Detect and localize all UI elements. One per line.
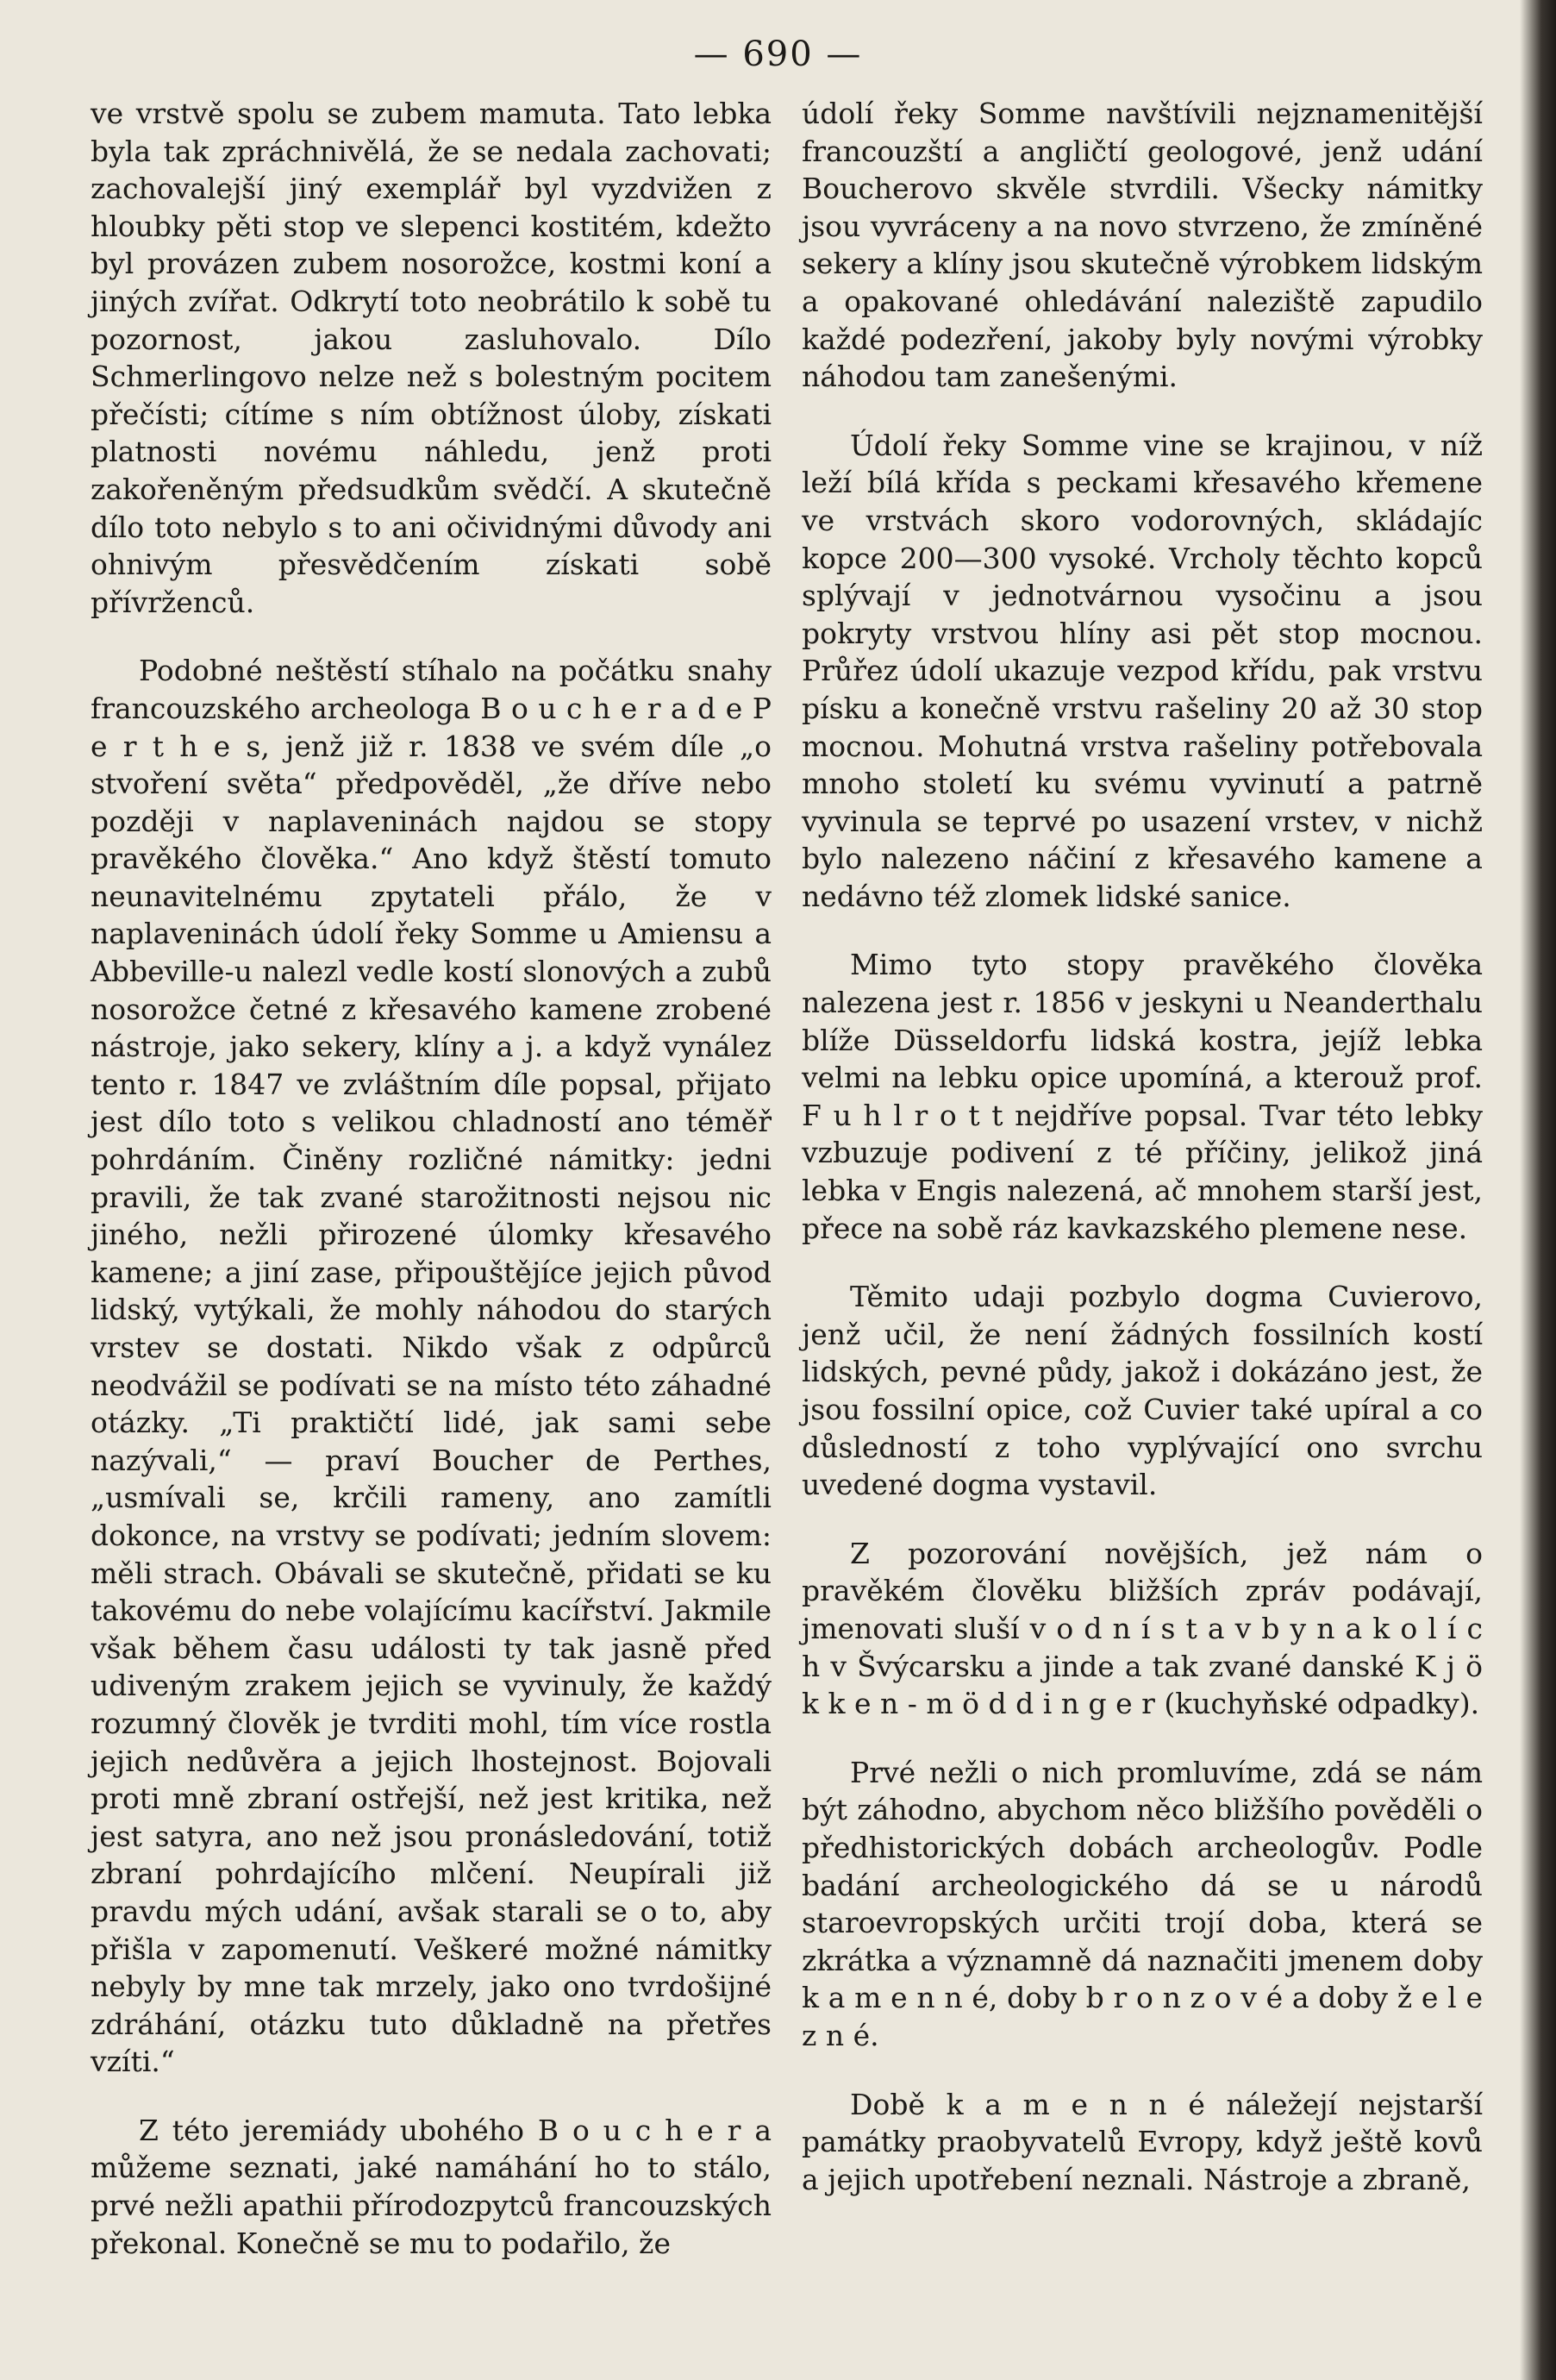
- right-paragraph-5: Z pozorování novějších, jež nám o pravěkém člověku bližších zpráv podávají, jmenovati sluší v o d n í s t a v b y n a k o l í c h v Švýcarsku a jinde a tak zvané danské K j ö k k e n - m ö d d i n g e r (kuchyňské odpadky).: [802, 1536, 1483, 1721]
- left-paragraph-2: Podobné neštěstí stíhalo na počátku snahy francouzského archeologa B o u c h e r a d e P e r t h e s, jenž již r. 1838 ve svém díle „o stvoření světa“ předpověděl, „že dříve nebo později v naplaveninách najdou se stopy pravěkého člověka.“ Ano když štěstí tomuto neunavitelnému zpytateli přálo, že v naplaveninách údolí řeky Somme u Amiensu a Abbeville-u nalezl vedle kostí slonových a zubů nosorožce četné z křesavého kamene zrobené nástroje, jako sekery, klíny a j. a když vynález tento r. 1847 ve zvláštním díle popsal, přijato jest dílo toto s velikou chladností ano téměř pohrdáním. Činěny rozličné námitky: jedni pravili, že tak zvané starožitnosti nejsou nic jiného, nežli přirozené úlomky křesavého kamene; a jiní zase, připouštějíce jejich původ lidský, vytýkali, že mohly náhodou do starých vrstev se dostati. Nikdo však z odpůrců neodvážil se podívati se na místo této záhadné otázky. „Ti praktičtí lidé, jak sami sebe nazývali,“ — praví Boucher de Perthes, „usmívali se, krčili rameny, ano zamítli dokonce, na vrstvy se podívati; jedním slovem: měli strach. Obávali se skutečně, přidati se ku takovému do nebe volajícímu kacířství. Jakmile však během času události ty tak jasně před udiveným zrakem jejich se vyvinuly, že každý rozumný člověk je tvrditi mohl, tím více rostla jejich nedůvěra a jejich lhostejnost. Bojovali proti mně zbraní ostřejší, než jest kritika, než jest satyra, ano než jsou pronásledování, totiž zbraní pohrdajícího mlčení. Neupírali již pravdu mých udání, avšak starali se o to, aby přišla v zapomenutí. Veškeré možné námitky nebyly by mne tak mrzely, jako ono tvrdošijné zdráhání, otázku tuto důkladně na přetřes vzíti.“: [91, 654, 772, 2079]
- right-paragraph-6: Prvé nežli o nich promluvíme, zdá se nám být záhodno, abychom něco bližšího pověděli o předhistorických dobách archeologův. Podle badání archeologického dá se u národů staroevropských určiti trojí doba, která se zkrátka a významně dá naznačiti jmenem doby k a m e n n é, doby b r o n z o v é a doby ž e l e z n é.: [802, 1755, 1483, 2052]
- left-paragraph-1: ve vrstvě spolu se zubem mamuta. Tato lebka byla tak zpráchnivělá, že se nedala zachovati; zachovalejší jiný exemplář byl vyzdvižen z hloubky pěti stop ve slepenci kostitém, kdežto byl provázen zubem nosorožce, kostmi koní a jiných zvířat. Odkrytí toto neobrátilo k sobě tu pozornost, jakou zasluhovalo. Dílo Schmerlingovo nelze než s bolestným pocitem přečísti; cítíme s ním obtížnost úloby, získati platnosti novému náhledu, jenž proti zakořeněným předsudkům svědčí. A skutečně dílo toto nebylo s to ani očividnými důvody ani ohnivým přesvědčením získati sobě přívrženců.: [91, 97, 772, 619]
- right-paragraph-7: Době k a m e n n é náležejí nejstarší památky praobyvatelů Evropy, když ještě kovů a jejich upotřebení neznali. Nástroje a zbraně,: [802, 2087, 1483, 2196]
- right-paragraph-1: údolí řeky Somme navštívili nejznamenitější francouzští a angličtí geologové, jenž udání Boucherovo skvěle stvrdili. Všecky námitky jsou vyvráceny a na novo stvrzeno, že zmíněné sekery a klíny jsou skutečně výrobkem lidským a opakované ohledávání naleziště zapudilo každé podezření, jakoby byly novými výrobky náhodou tam zanešenými.: [802, 97, 1483, 394]
- page-number: — 690 —: [693, 34, 863, 74]
- book-spine-shadow: [1520, 0, 1556, 2380]
- right-paragraph-2: Údolí řeky Somme vine se krajinou, v níž leží bílá křída s peckami křesavého křemene ve vrstvách skoro vodorovných, skládajíc kopce 200—300 vysoké. Vrcholy těchto kopců splývají v jednotvárnou vysočinu a jsou pokryty vrstvou hlíny asi pět stop mocnou. Průřez údolí ukazuje vezpod křídu, pak vrstvu písku a konečně vrstvu rašeliny 20 až 30 stop mocnou. Mohutná vrstva rašeliny potřebovala mnoho století ku svému vyvinutí a patrně vyvinula se teprvé po usazení vrstev, v nichž bylo nalezeno náčiní z křesavého kamene a nedávno též zlomek lidské sanice.: [802, 428, 1483, 913]
- left-paragraph-3: Z této jeremiády ubohého B o u c h e r a můžeme seznati, jaké namáhání ho to stálo, prvé nežli apathii přírodozpytců francouzských překonal. Konečně se mu to podařilo, že: [91, 2113, 772, 2260]
- right-paragraph-4: Těmito udaji pozbylo dogma Cuvierovo, jenž učil, že není žádných fossilních kostí lidských, pevné půdy, jakož i dokázáno jest, že jsou fossilní opice, což Cuvier také upíral a co důsledností z toho vyplývající ono svrchu uvedené dogma vystavil.: [802, 1280, 1483, 1502]
- right-paragraph-3: Mimo tyto stopy pravěkého člověka nalezena jest r. 1856 v jeskyni u Neanderthalu blíže Düsseldorfu lidská kostra, jejíž lebka velmi na lebku opice upomíná, a kterouž prof. F u h l r o t t nejdříve popsal. Tvar této lebky vzbuzuje podivení z té příčiny, jelikož jiná lebka v Engis nalezená, ač mnohem starší jest, přece na sobě ráz kavkazského plemene nese.: [802, 948, 1483, 1245]
- right-column: [802, 95, 1483, 2229]
- left-column: [91, 95, 772, 2293]
